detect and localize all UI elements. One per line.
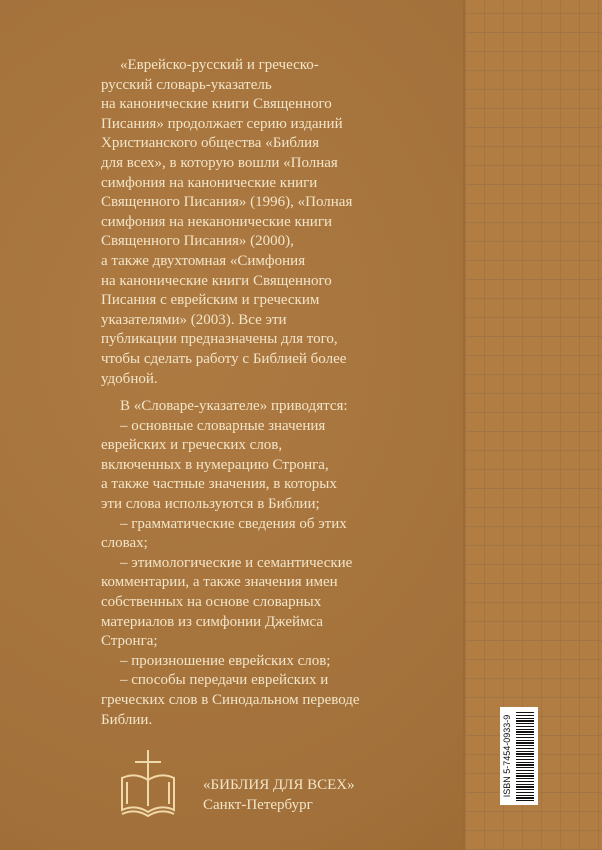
text-line: материалов из симфонии Джеймса bbox=[101, 613, 324, 630]
text-line: – этимологические и семантические bbox=[120, 554, 353, 571]
text-line: греческих слов в Синодальном переводе bbox=[101, 692, 360, 708]
text-line: публикации предназначены для того, bbox=[101, 331, 338, 348]
text-line: В «Словаре-указателе» приводятся: bbox=[120, 398, 348, 415]
isbn-number: ISBN 5-7454-0933-9 bbox=[502, 714, 512, 798]
text-line: «Еврейско-русский и греческо- bbox=[120, 57, 319, 73]
text-line: симфония на канонические книги bbox=[101, 174, 318, 191]
text-line: Библии. bbox=[101, 711, 153, 728]
text-line: Священного Писания» (2000), bbox=[101, 233, 294, 250]
text-line: комментарии, а также значения имен bbox=[101, 574, 338, 591]
text-line: удобной. bbox=[101, 370, 158, 387]
text-line: словах; bbox=[101, 535, 148, 552]
publisher-city: Санкт-Петербург bbox=[203, 797, 313, 813]
text-line: а также частные значения, в которых bbox=[101, 476, 337, 493]
text-line: – основные словарные значения bbox=[120, 417, 326, 434]
description-paragraph bbox=[101, 56, 461, 389]
text-line: Писания» продолжает серию изданий bbox=[101, 115, 343, 132]
text-line: – способы передачи еврейских и bbox=[120, 672, 329, 689]
contents-paragraph bbox=[101, 397, 461, 730]
text-line: указателями» (2003). Все эти bbox=[101, 311, 287, 328]
text-line: симфония на неканонические книги bbox=[101, 213, 332, 230]
text-line: включенных в нумерацию Стронга, bbox=[101, 456, 329, 473]
text-line: русский словарь-указатель bbox=[101, 76, 272, 93]
text-line: Стронга; bbox=[101, 633, 158, 650]
text-line: еврейских и греческих слов, bbox=[101, 437, 283, 454]
text-line: собственных на основе словарных bbox=[101, 594, 322, 611]
cover-text bbox=[101, 56, 461, 730]
text-line: Писания с еврейским и греческим bbox=[101, 292, 320, 309]
text-line: – грамматические сведения об этих bbox=[120, 515, 347, 532]
text-line: Священного Писания» (1996), «Полная bbox=[101, 194, 353, 211]
text-line: на канонические книги Священного bbox=[101, 96, 332, 113]
text-line: – произношение еврейских слов; bbox=[120, 652, 331, 669]
text-line: Христианского общества «Библия bbox=[101, 135, 320, 152]
text-line: на канонические книги Священного bbox=[101, 272, 332, 289]
publisher-block bbox=[203, 775, 355, 815]
barcode-bars bbox=[516, 711, 534, 801]
publisher-name: «БИБЛИЯ ДЛЯ ВСЕХ» bbox=[203, 777, 355, 793]
cross-book-logo-icon bbox=[118, 748, 178, 820]
text-line: эти слова используются в Библии; bbox=[101, 496, 320, 513]
text-line: чтобы сделать работу с Библией более bbox=[101, 350, 347, 367]
text-line: а также двухтомная «Симфония bbox=[101, 252, 306, 269]
text-line: для всех», в которую вошли «Полная bbox=[101, 154, 338, 171]
isbn-barcode bbox=[500, 707, 538, 805]
